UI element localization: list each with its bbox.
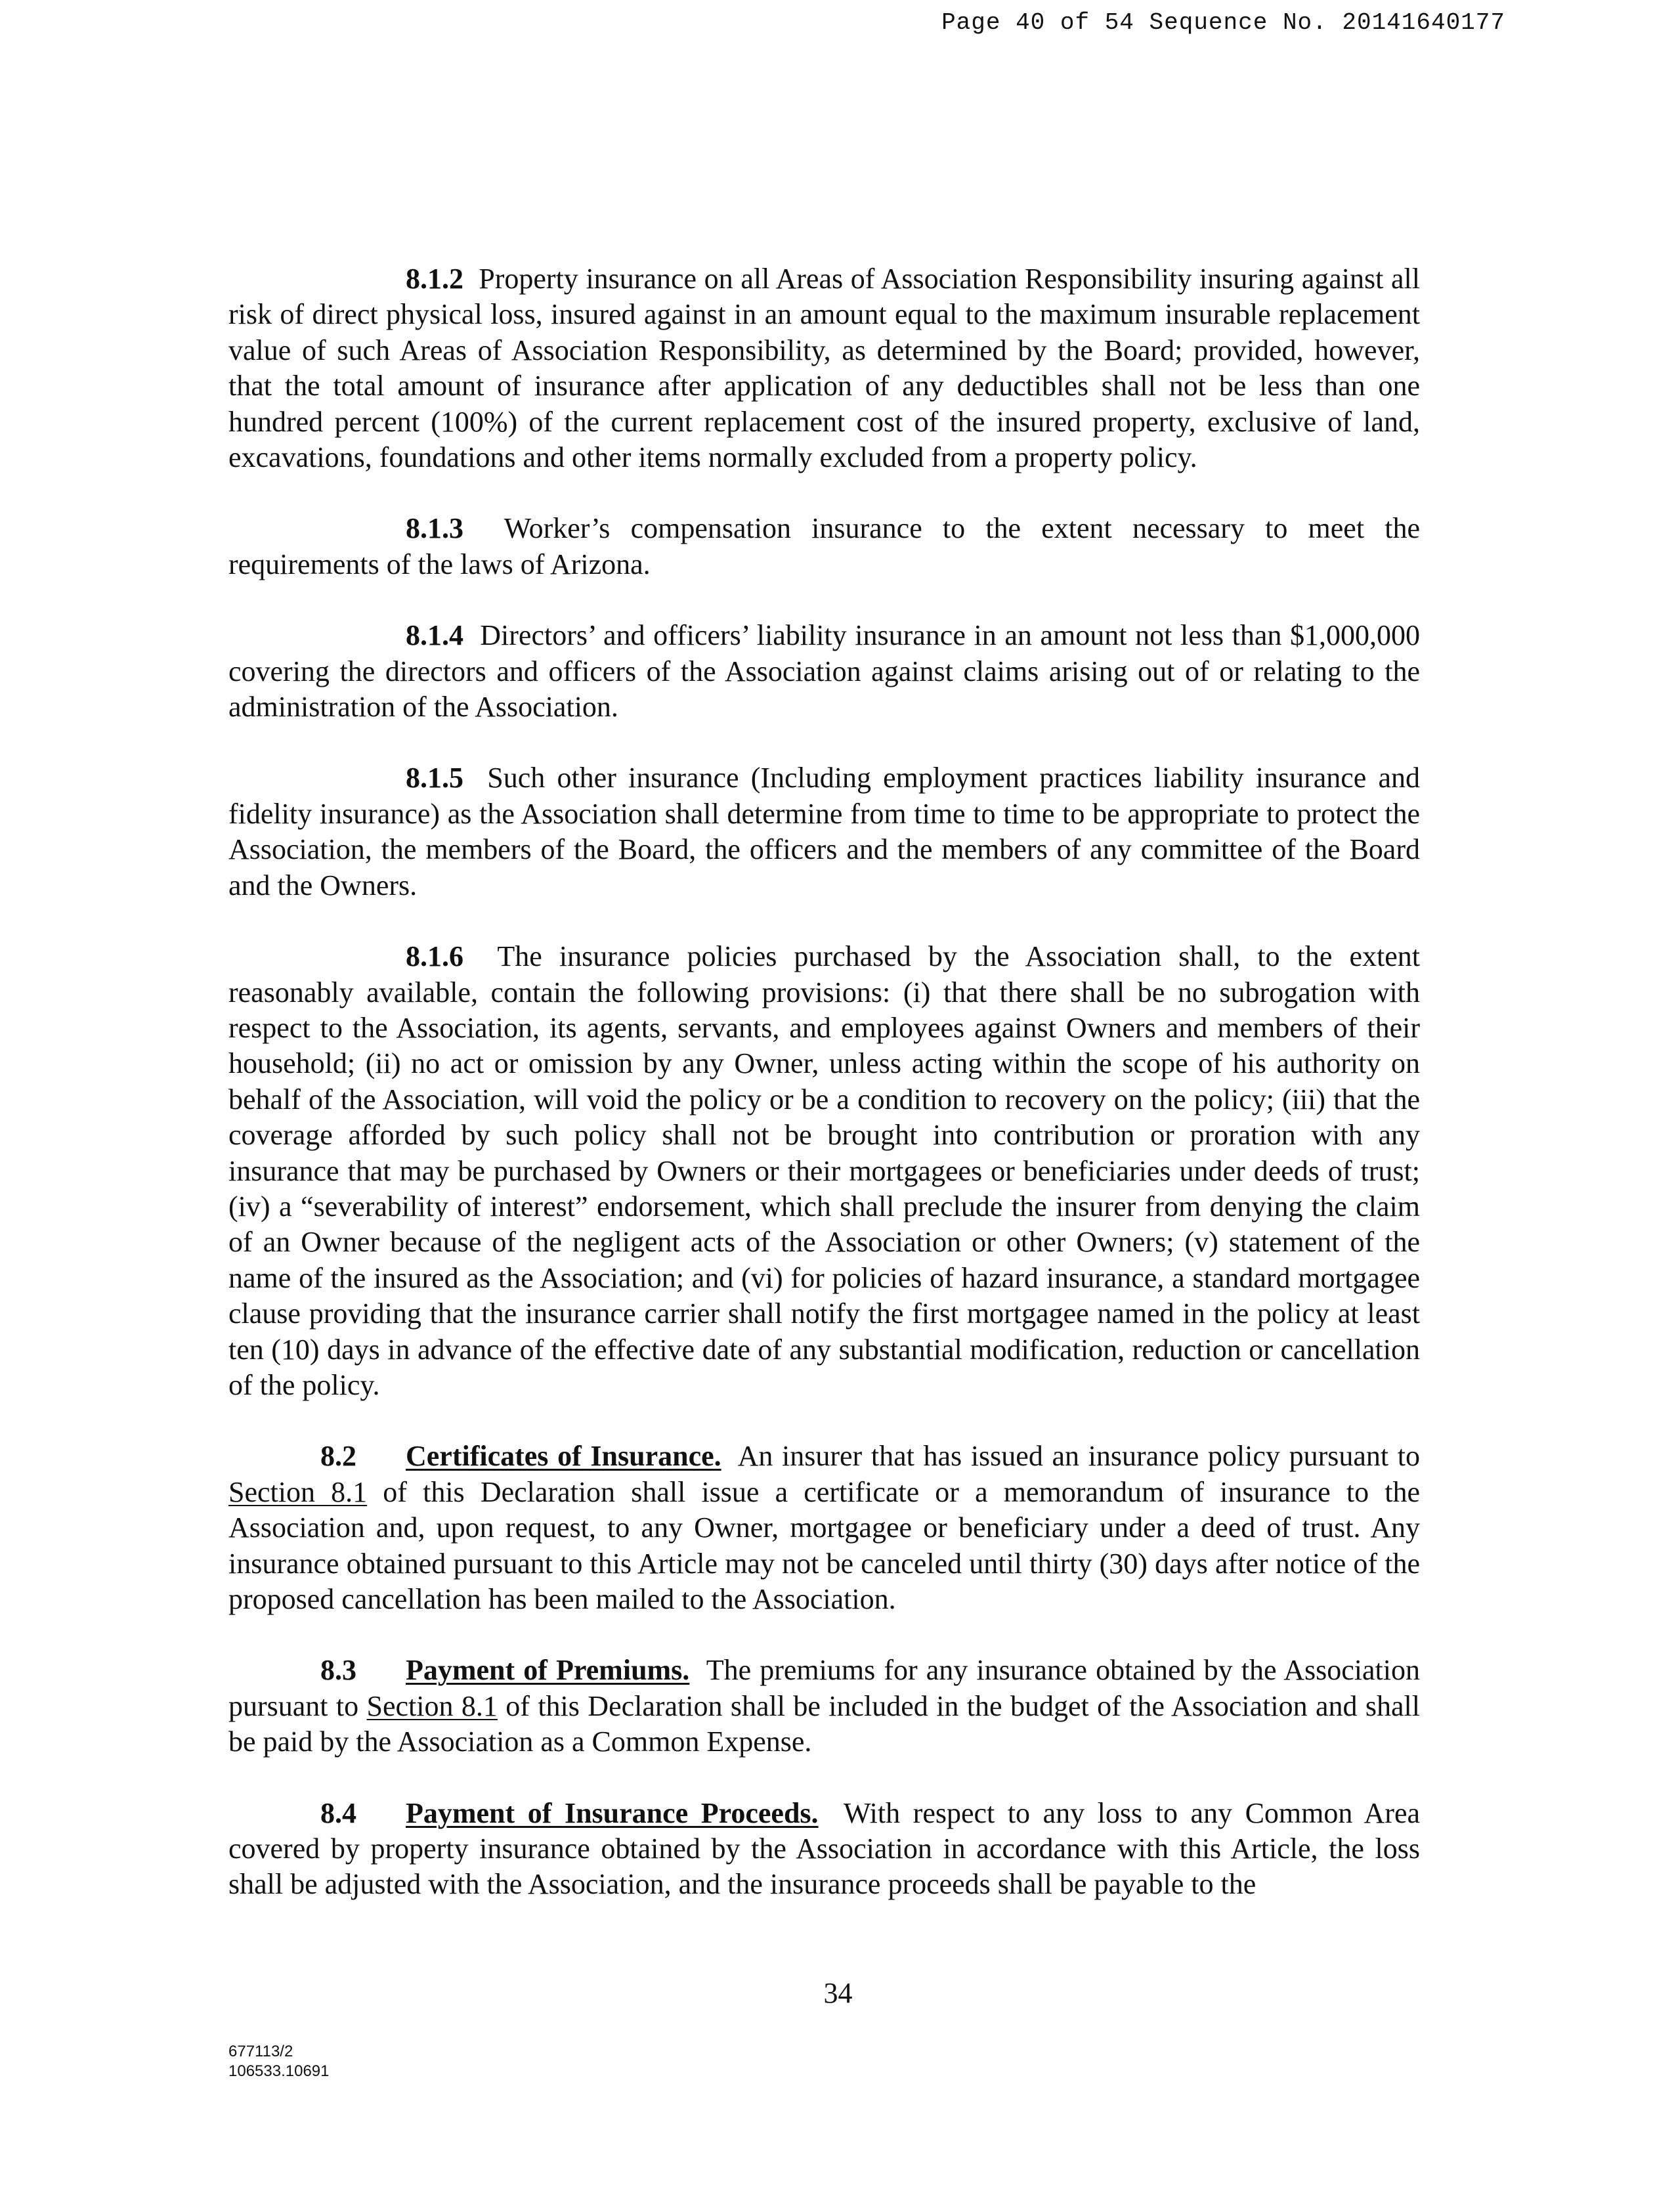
section-title: Certificates of Insurance. bbox=[406, 1440, 721, 1473]
document-id: 677113/2 bbox=[228, 2043, 293, 2060]
section-number: 8.3 bbox=[320, 1654, 356, 1687]
section-title: Payment of Insurance Proceeds. bbox=[406, 1796, 819, 1829]
paragraph-text: Worker’s compensation insurance to the extent necessary to meet the requirements of the laws of Arizona. bbox=[228, 512, 1420, 580]
paragraph-number: 8.1.6 bbox=[406, 940, 463, 973]
section-number: 8.2 bbox=[320, 1440, 356, 1473]
paragraph-8-1-3 bbox=[228, 511, 1420, 582]
section-8-2 bbox=[228, 1439, 1420, 1617]
page-number: 34 bbox=[823, 1977, 853, 2009]
section-reference-link: Section 8.1 bbox=[366, 1689, 498, 1722]
section-number: 8.4 bbox=[320, 1796, 356, 1829]
paragraph-text: The insurance policies purchased by the Association shall, to the extent reasonably available, contain the following provisions: (i) that there shall be no subrogation with respect to the Association, its agents, servants, and employees against Owners and members of their household; (ii) no act or omission by any Owner, unless acting within the scope of his authority on behalf of the Association, will void the policy or be a condition to recovery on the policy; (iii) that the coverage afforded by such policy shall not be brought into contribution or proration with any insurance that may be purchased by Owners or their mortgagees or beneficiaries under deeds of trust; (iv) a “severability of interest” endorsement, which shall preclude the insurer from denying the claim of an Owner because of the negligent acts of the Association or other Owners; (v) statement of the name of the insured as the Association; and (vi) for policies of hazard insurance, a standard mortgagee clause providing that the insurance carrier shall notify the first mortgagee named in the policy at least ten (10) days in advance of the effective date of any substantial modification, reduction or cancellation of the policy. bbox=[228, 940, 1420, 1401]
document-reference bbox=[228, 2042, 330, 2081]
paragraph-text: Property insurance on all Areas of Association Responsibility insuring against all risk of direct physical loss, insured against in an amount equal to the maximum insurable replacement value of such Areas of Association Responsibility, as determined by the Board; provided, however, that the total amount of insurance after application of any deductibles shall not be less than one hundred percent (100%) of the current replacement cost of the insured property, exclusive of land, excavations, foundations and other items normally excluded from a property policy. bbox=[228, 263, 1420, 474]
paragraph-number: 8.1.2 bbox=[406, 263, 463, 295]
document-body bbox=[228, 261, 1420, 1938]
paragraph-text: Directors’ and officers’ liability insurance in an amount not less than $1,000,000 covering the directors and officers of the Association against claims arising out of or relating to the administration of the Association. bbox=[228, 619, 1421, 724]
section-8-4 bbox=[228, 1796, 1420, 1903]
paragraph-8-1-5 bbox=[228, 760, 1420, 903]
section-reference-link: Section 8.1 bbox=[228, 1475, 368, 1508]
section-text: of this Declaration shall be included in the budget of the Association and shall be paid by the Association as a Common Expense. bbox=[228, 1689, 1420, 1758]
section-text: An insurer that has issued an insurance policy pursuant to bbox=[737, 1440, 1420, 1473]
paragraph-number: 8.1.4 bbox=[406, 619, 463, 652]
paragraph-8-1-2 bbox=[228, 261, 1420, 475]
section-text: of this Declaration shall issue a certificate or a memorandum of insurance to the Association and, upon request, to any Owner, mortgagee or beneficiary under a deed of trust. Any insurance obtained pursuant to this Article may not be canceled until thirty (30) days after notice of the proposed cancellation has been mailed to the Association. bbox=[228, 1475, 1420, 1615]
paragraph-number: 8.1.5 bbox=[406, 762, 463, 794]
section-8-3 bbox=[228, 1653, 1420, 1760]
paragraph-8-1-6 bbox=[228, 939, 1420, 1403]
matter-id: 106533.10691 bbox=[228, 2062, 330, 2080]
paragraph-number: 8.1.3 bbox=[406, 512, 463, 545]
page-sequence-header: Page 40 of 54 Sequence No. 20141640177 bbox=[941, 9, 1505, 36]
section-text: With respect to any loss to any Common Area covered by property insurance obtained by the Association in accordance with this Article, the loss shall be adjusted with the Association, and the insurance proceeds shall be payable to the bbox=[228, 1796, 1421, 1901]
section-text: The premiums for any insurance obtained by the Association pursuant to bbox=[228, 1654, 1420, 1722]
paragraph-text: Such other insurance (Including employment practices liability insurance and fidelity insurance) as the Association shall determine from time to time to be appropriate to protect the Association, the members of the Board, the officers and the members of any committee of the Board and the Owners. bbox=[228, 762, 1421, 901]
section-title: Payment of Premiums. bbox=[406, 1654, 690, 1687]
paragraph-8-1-4 bbox=[228, 618, 1420, 725]
